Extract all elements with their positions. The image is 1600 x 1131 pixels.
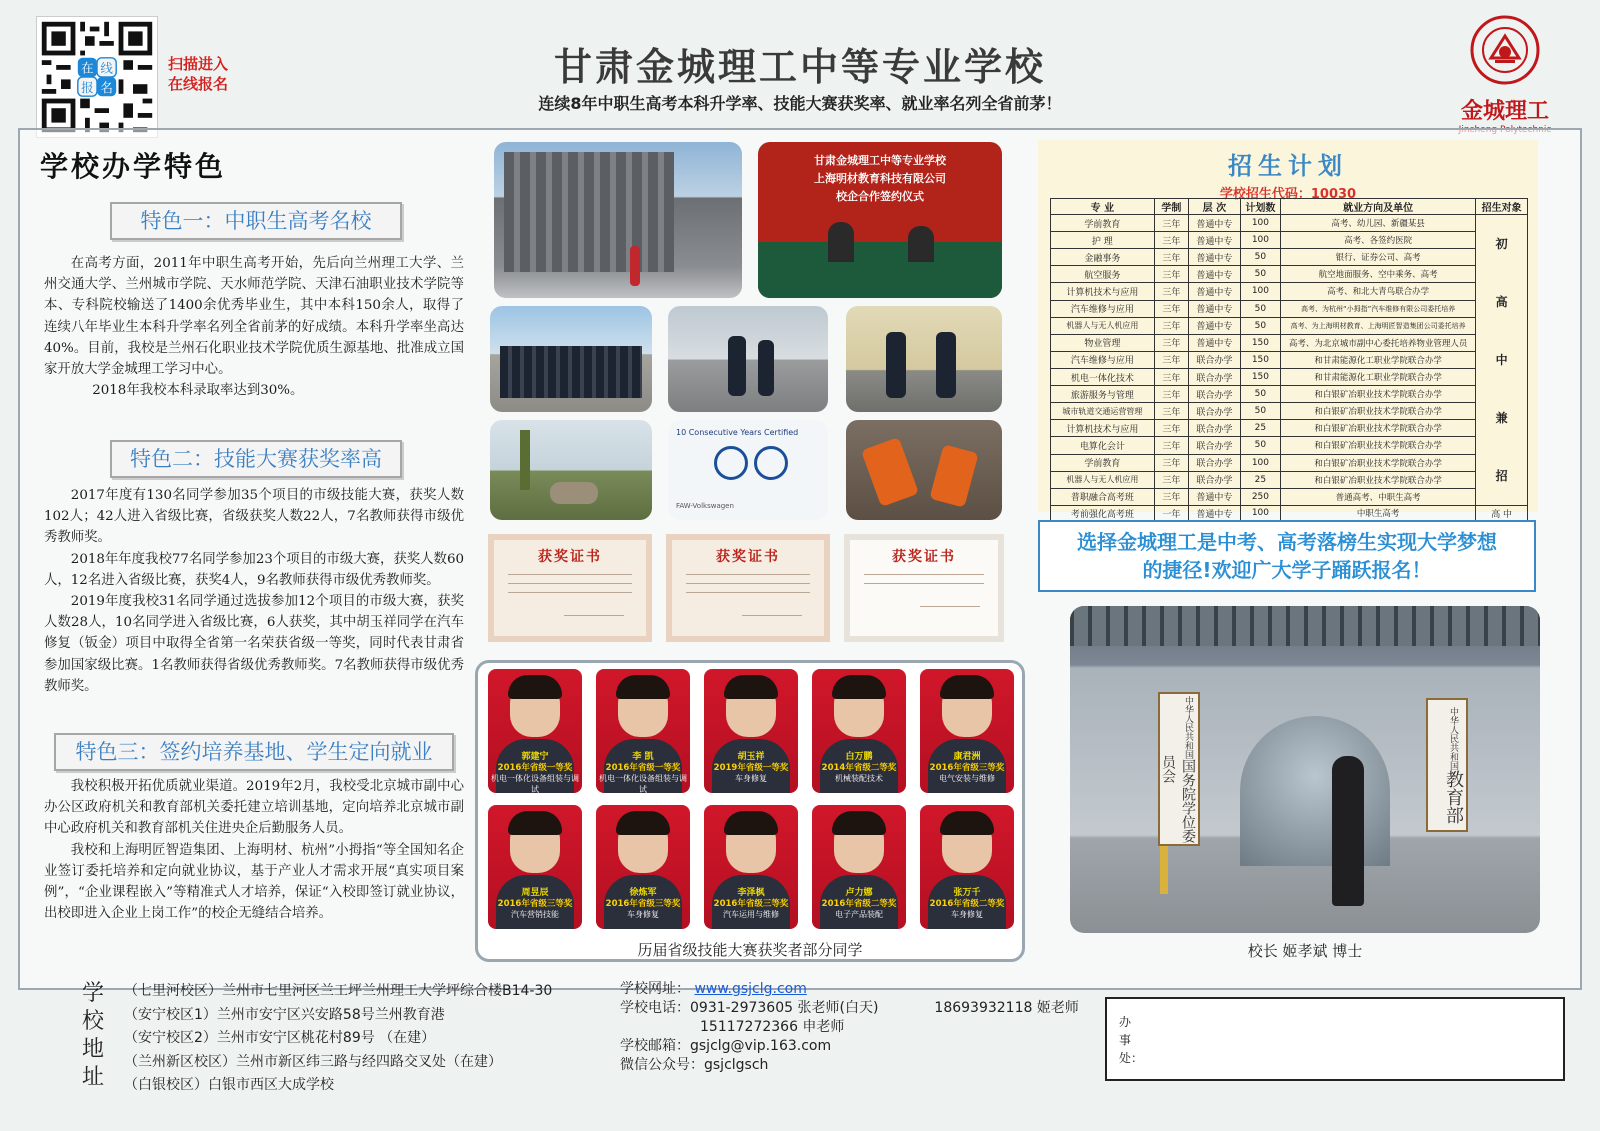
plan-cell: 普通中专 [1189, 317, 1241, 334]
contact-info [620, 980, 1079, 1075]
winner-card [920, 669, 1014, 793]
winner-card [488, 669, 582, 793]
plan-cell: 联合办学 [1189, 471, 1241, 488]
winner-name: 张万千 [953, 888, 981, 898]
plan-target-char: 招 [1495, 469, 1508, 483]
plan-target-char: 初 [1495, 237, 1508, 251]
photo-robot-factory [846, 420, 1002, 520]
plan-cell: 三年 [1154, 351, 1188, 368]
sign-academic-degrees [1158, 692, 1200, 846]
plan-target-char: 高 [1495, 295, 1508, 309]
winner-project: 汽车营销技能 [511, 910, 559, 919]
plan-cell: 联合办学 [1189, 386, 1241, 403]
winner-award: 2019年省级一等奖 [713, 763, 789, 773]
winner-project: 电子产品装配 [835, 910, 883, 919]
patrol-figure [728, 336, 746, 396]
winner-award: 2014年省级二等奖 [821, 763, 897, 773]
plan-cell: 三年 [1154, 300, 1188, 317]
plan-cell: 100 [1240, 215, 1280, 232]
website-link[interactable]: www.gsjclg.com [694, 981, 807, 997]
plan-header-row [1051, 199, 1528, 215]
plan-cell: 物业管理 [1051, 334, 1155, 351]
winner-project: 车身修复 [951, 910, 983, 919]
plan-cell: 50 [1240, 437, 1280, 454]
ceremony-banner [758, 152, 1002, 206]
photo-security-team [490, 306, 652, 412]
sign-line: 国务院学位委员会 [1160, 755, 1196, 843]
plan-cell: 普通中专 [1189, 488, 1241, 505]
campus-stone [550, 482, 598, 504]
certificate-title: 获奖证书 [716, 549, 780, 565]
plan-cell: 150 [1240, 334, 1280, 351]
winner-project: 机电一体化设备组装与调试 [491, 774, 579, 793]
feature-1-paragraph: 在高考方面，2011年中职生高考开始，先后向兰州理工大学、兰州交通大学、兰州城市学院、天水师范学院、天津石油职业技术学院等本、专科院校输送了1400余优秀毕业生，其中本科150余人，取得了连续八年毕业生本科升学率名列全省前茅的好成绩。本科升学率坐高达40%。目前，我校是兰州石化职业技术学院优质生源基地、批准成立国家开放大学金城理工学习中心。 [44, 256, 464, 378]
brand-banner: 10 Consecutive Years Certified [676, 428, 799, 437]
plan-cell: 50 [1240, 300, 1280, 317]
plan-row [1051, 454, 1528, 471]
photo-principal [1070, 606, 1540, 933]
plan-cell: 航空地面服务、空中乘务、高考 [1281, 266, 1476, 283]
winner-card [920, 805, 1014, 929]
sign-line: 中华人民 [1183, 695, 1193, 732]
feature-2-paragraph: 2017年度有130名同学参加35个项目的市级技能大赛，获奖人数102人；42人进入省级比赛，省级获奖人数22人，7名教师获得市级优秀教师奖。 [44, 488, 464, 546]
plan-header: 计划数 [1240, 199, 1280, 215]
scan-line-2: 在线报名 [168, 75, 229, 93]
plan-target-char: 中 [1495, 353, 1508, 367]
enrollment-plan [1038, 140, 1538, 520]
feature-3-heading: 特色三：签约培养基地、学生定向就业 [54, 733, 454, 771]
plan-cell: 三年 [1154, 266, 1188, 283]
plan-row [1051, 437, 1528, 454]
plan-row [1051, 351, 1528, 368]
winner-card [812, 805, 906, 929]
address-list [124, 980, 552, 1098]
school-seal-icon [1469, 14, 1541, 86]
plan-cell: 三年 [1154, 471, 1188, 488]
plan-cell: 100 [1240, 454, 1280, 471]
certificate-line [508, 574, 632, 575]
feature-1-paragraph: 2018年我校本科录取率达到30%。 [92, 383, 304, 399]
plan-cell: 三年 [1154, 403, 1188, 420]
plan-header: 招生对象 [1476, 199, 1528, 215]
plan-cell: 汽车维修与应用 [1051, 300, 1155, 317]
certificate-line [920, 606, 980, 607]
plan-cell: 和白银矿冶职业技术学院联合办学 [1281, 471, 1476, 488]
feature-2-text [44, 485, 464, 697]
certificate-line [864, 574, 984, 575]
plan-cell: 普通中专 [1189, 266, 1241, 283]
photo-patrol [668, 306, 828, 412]
plan-cell: 机器人与无人机应用 [1051, 471, 1155, 488]
winner-project: 车身修复 [627, 910, 659, 919]
address-item: （白银校区）白银市西区大成学校 [124, 1077, 334, 1093]
award-certificate [666, 534, 830, 642]
plan-cell: 旅游服务与管理 [1051, 386, 1155, 403]
feature-2-heading: 特色二：技能大赛获奖率高 [110, 440, 402, 478]
principal-figure [1332, 756, 1364, 906]
plan-header: 就业方向及单位 [1281, 199, 1476, 215]
scan-line-1: 扫描进入 [168, 55, 229, 73]
plan-cell: 高考、各签约医院 [1281, 232, 1476, 249]
feature-3-text [44, 776, 464, 924]
sign-ministry-education [1426, 698, 1468, 832]
faw-logo-icon [714, 446, 748, 480]
plan-cell: 普通中专 [1189, 232, 1241, 249]
certificate-line [508, 592, 632, 593]
plan-cell: 和甘肃能源化工职业学院联合办学 [1281, 351, 1476, 368]
winner-card [596, 805, 690, 929]
plan-code: 学校招生代码：10030 [1219, 187, 1357, 202]
plan-cell: 和白银矿冶职业技术学院联合办学 [1281, 420, 1476, 437]
address-item: （兰州新区校区）兰州市新区纬三路与经四路交叉处（在建） [124, 1053, 502, 1070]
plan-cell: 普通中专 [1189, 334, 1241, 351]
phone-3: 15117272366 申老师 [700, 1019, 845, 1035]
plan-cell: 100 [1240, 232, 1280, 249]
plan-cell: 普通中专 [1189, 506, 1241, 522]
ceremony-line-1: 甘肃金城理工中等专业学校 [814, 154, 946, 167]
address-label-char: 校 [81, 1009, 104, 1034]
plan-cell: 计算机技术与应用 [1051, 420, 1155, 437]
ceremony-table [758, 242, 1002, 298]
plan-cell: 普职融合高考班 [1051, 488, 1155, 505]
sign-line: 中华人民 [1448, 706, 1458, 743]
plan-cell: 高考、为上海明材教育、上海明匠智造集团公司委托培养 [1281, 317, 1476, 334]
address-item: （安宁校区1）兰州市安宁区兴安路58号兰州教育港 [124, 1006, 445, 1023]
plan-cell: 普通中专 [1189, 300, 1241, 317]
winner-award: 2016年省级一等奖 [497, 763, 573, 773]
office-box [1105, 997, 1565, 1081]
office-label-char: 处： [1119, 1051, 1144, 1065]
plan-cell: 和白银矿冶职业技术学院联合办学 [1281, 437, 1476, 454]
winner-project: 机电一体化设备组装与调试 [599, 774, 687, 793]
plan-row [1051, 488, 1528, 505]
plan-body [1051, 215, 1528, 522]
feature-1-heading: 特色一：中职生高考名校 [110, 202, 402, 240]
wechat-id: gsjclgsch [704, 1057, 769, 1073]
winner-card [596, 669, 690, 793]
plan-cell: 中职生高考 [1281, 506, 1476, 522]
plan-cell: 普通中专 [1189, 249, 1241, 266]
winner-hair [508, 675, 562, 699]
email-address: gsjclg@vip.163.com [690, 1038, 832, 1054]
school-subtitle: 连续8年中职生高考本科升学率、技能大赛获奖率、就业率名列全省前茅！ [538, 94, 1062, 113]
plan-cell: 三年 [1154, 454, 1188, 471]
plan-cell: 25 [1240, 420, 1280, 437]
sign-line: 教育部 [1443, 769, 1464, 824]
plan-row [1051, 506, 1528, 522]
winner-card [488, 805, 582, 929]
plan-cell: 三年 [1154, 488, 1188, 505]
winner-hair [508, 811, 562, 835]
award-certificate [844, 534, 1004, 642]
winner-hair [832, 811, 886, 835]
plan-row [1051, 334, 1528, 351]
plan-cell: 计算机技术与应用 [1051, 283, 1155, 300]
plan-cell: 高考、和北大青鸟联合办学 [1281, 283, 1476, 300]
ceremony-line-2: 上海明材教育科技有限公司 [814, 172, 946, 185]
address-label-char: 址 [81, 1065, 104, 1090]
winner-award: 2016年省级一等奖 [605, 763, 681, 773]
winner-name: 胡玉祥 [737, 752, 765, 762]
robot-arm [861, 437, 919, 507]
slogan-line-1: 选择金城理工是中考、高考落榜生实现大学梦想 [1077, 530, 1497, 554]
office-label-char: 办 [1119, 1015, 1132, 1029]
winner-name: 周昱辰 [521, 888, 549, 898]
slogan-box [1038, 520, 1536, 592]
plan-cell: 三年 [1154, 249, 1188, 266]
plan-row [1051, 266, 1528, 283]
winner-award: 2016年省级三等奖 [605, 899, 681, 909]
plan-cell: 50 [1240, 266, 1280, 283]
plan-cell: 和白银矿冶职业技术学院联合办学 [1281, 386, 1476, 403]
plan-cell: 一年 [1154, 506, 1188, 522]
qr-label-4: 名 [100, 79, 113, 95]
winner-award: 2016年省级三等奖 [497, 899, 573, 909]
plan-cell: 250 [1240, 488, 1280, 505]
winner-name: 徐炼军 [629, 888, 657, 898]
plan-cell: 联合办学 [1189, 368, 1241, 385]
plan-cell: 普通中专 [1189, 283, 1241, 300]
logo-name: 金城理工 [1460, 98, 1549, 124]
certificate-title: 获奖证书 [538, 549, 602, 565]
feature-1-text [44, 253, 464, 401]
plan-cell: 金融事务 [1051, 249, 1155, 266]
sign-line: 共和国 [1448, 742, 1458, 770]
plan-cell: 和白银矿冶职业技术学院联合办学 [1281, 454, 1476, 471]
winner-name: 康君洲 [953, 752, 981, 762]
plan-cell: 三年 [1154, 334, 1188, 351]
hostess-figure [630, 246, 640, 286]
plan-cell: 100 [1240, 506, 1280, 522]
palm-tree [520, 430, 530, 490]
winner-card [704, 669, 798, 793]
address-item: （安宁校区2）兰州市安宁区桃花村89号 （在建） [124, 1030, 436, 1046]
plan-cell: 高考、为北京城市副中心委托培养物业管理人员 [1281, 334, 1476, 351]
plan-row [1051, 368, 1528, 385]
address-label-char: 地 [81, 1037, 104, 1062]
plan-cell: 50 [1240, 403, 1280, 420]
wechat-label: 微信公众号： [620, 1057, 704, 1073]
qr-label-3: 报 [81, 79, 94, 95]
winner-hair [616, 811, 670, 835]
plan-target-cell [1476, 215, 1528, 506]
building-facade [504, 152, 674, 272]
plan-row [1051, 317, 1528, 334]
feature-3-paragraph: 我校积极开拓优质就业渠道。2019年2月，我校受北京城市副中心办公区政府机关和教育部机关委托建立培训基地，定向培养北京城市副中心政府机关和教育部机关住进央企后勤服务人员。 [44, 779, 464, 837]
plan-cell: 机电一体化技术 [1051, 368, 1155, 385]
plan-cell: 电算化会计 [1051, 437, 1155, 454]
winner-award: 2016年省级三等奖 [929, 763, 1005, 773]
photo-brand-certification [668, 420, 828, 520]
section-title: 学校办学特色 [40, 150, 227, 183]
plan-cell: 联合办学 [1189, 437, 1241, 454]
plan-target-char: 兼 [1495, 411, 1508, 425]
plan-cell: 和白银矿冶职业技术学院联合办学 [1281, 403, 1476, 420]
plan-cell: 联合办学 [1189, 420, 1241, 437]
winner-name: 李 凯 [632, 752, 654, 762]
plan-row [1051, 215, 1528, 232]
patrol-figure [758, 340, 774, 396]
photo-campus-building [494, 142, 742, 298]
winner-hair [616, 675, 670, 699]
winner-hair [940, 811, 994, 835]
certificate-line [686, 574, 810, 575]
certificate-line [864, 583, 984, 584]
photo-security-training [846, 306, 1002, 412]
plan-cell: 考前强化高考班 [1051, 506, 1155, 522]
plan-cell: 三年 [1154, 437, 1188, 454]
robot-arm [929, 444, 978, 507]
plan-cell: 普通高考、中职生高考 [1281, 488, 1476, 505]
certificate-line [508, 583, 632, 584]
plan-cell: 50 [1240, 386, 1280, 403]
winner-name: 李泽枫 [737, 888, 765, 898]
brand-sub: FAW-Volkswagen [676, 502, 734, 510]
certificate-line [686, 583, 810, 584]
address-label-char: 学 [81, 981, 104, 1006]
plan-table [1050, 198, 1528, 522]
signer-figure [908, 226, 934, 262]
winners-caption: 历届省级技能大赛获奖者部分同学 [637, 941, 863, 959]
plan-cell: 高考、为杭州“小拇指”汽车维修有限公司委托培养 [1281, 300, 1476, 317]
plan-cell: 25 [1240, 471, 1280, 488]
school-logo [1440, 14, 1570, 132]
plan-header: 层 次 [1189, 199, 1241, 215]
plan-target-cell: 高 中 [1476, 506, 1528, 522]
plan-cell: 航空服务 [1051, 266, 1155, 283]
plan-cell: 汽车维修与应用 [1051, 351, 1155, 368]
plan-header: 学制 [1154, 199, 1188, 215]
certificate-title: 获奖证书 [892, 549, 956, 565]
plan-row [1051, 420, 1528, 437]
certificate-line [742, 615, 802, 616]
plan-cell: 100 [1240, 283, 1280, 300]
phone-label: 学校电话： [620, 1000, 690, 1016]
qr-label-2: 线 [100, 60, 113, 76]
plan-row [1051, 232, 1528, 249]
website-label: 学校网址： [620, 981, 690, 997]
winner-card [704, 805, 798, 929]
plan-cell: 联合办学 [1189, 454, 1241, 471]
phone-1: 0931-2973605 张老师(白天) [690, 1000, 879, 1016]
plan-cell: 银行、证券公司、高考 [1281, 249, 1476, 266]
plan-cell: 高考、幼儿园、新疆某县 [1281, 215, 1476, 232]
winner-project: 机械装配技术 [835, 774, 883, 783]
photo-campus-stone [490, 420, 652, 520]
plan-row [1051, 300, 1528, 317]
plan-cell: 学前教育 [1051, 454, 1155, 471]
plan-row [1051, 283, 1528, 300]
plan-cell: 城市轨道交通运营管理 [1051, 403, 1155, 420]
plan-cell: 普通中专 [1189, 215, 1241, 232]
plan-cell: 联合办学 [1189, 403, 1241, 420]
revolving-door [1240, 716, 1390, 866]
certificate-line [686, 592, 810, 593]
winner-project: 汽车运用与维修 [723, 910, 779, 919]
winner-name: 郭建宁 [521, 752, 549, 762]
winner-project: 车身修复 [735, 774, 767, 783]
feature-2-paragraph: 2019年度我校31名同学通过选拔参加12个项目的市级大赛，获奖人数28人，10名同学进入省级比赛，6人获奖，其中胡玉祥同学在汽车修复（钣金）项目中取得全省第一名荣获省级一等奖，同时代表甘肃省参加国家级比赛。1名教师获得省级优秀教师奖。7名教师获得市级优秀教师奖。 [44, 594, 464, 694]
plan-row [1051, 403, 1528, 420]
principal-caption: 校长 姬孝斌 博士 [1247, 942, 1363, 960]
winners-panel [475, 660, 1025, 962]
plan-title: 招生计划 [1228, 152, 1348, 180]
certificate-line [564, 615, 624, 616]
qr-label-1: 在 [81, 60, 94, 76]
feature-3-paragraph: 我校和上海明匠智造集团、上海明材、杭州”小拇指“等全国知名企业签订委托培养和定向就业协议，基于产业人才需求开展“真实项目案例”，“企业课程嵌入”等精准式人才培养，保证“入校即签订就业协议，出校即进入企业上岗工作”的校企无缝结合培养。 [44, 842, 464, 922]
plan-cell: 联合办学 [1189, 351, 1241, 368]
plan-header: 专 业 [1051, 199, 1155, 215]
sign-line: 共和国 [1183, 731, 1193, 759]
winner-card [812, 669, 906, 793]
team-figures [500, 346, 642, 398]
plan-cell: 三年 [1154, 283, 1188, 300]
winner-hair [724, 811, 778, 835]
signer-figure [828, 222, 854, 262]
winner-award: 2016年省级三等奖 [713, 899, 789, 909]
canopy [1070, 606, 1540, 646]
office-label-char: 事 [1119, 1033, 1132, 1047]
school-title: 甘肃金城理工中等专业学校 [553, 44, 1046, 89]
ceremony-line-3: 校企合作签约仪式 [836, 190, 924, 203]
plan-cell: 150 [1240, 368, 1280, 385]
trainee-figure [886, 332, 906, 398]
winner-hair [940, 675, 994, 699]
address-label [78, 980, 108, 1092]
winner-hair [832, 675, 886, 699]
plan-cell: 150 [1240, 351, 1280, 368]
address-item: （七里河校区）兰州市七里河区兰工坪兰州理工大学坪综合楼B14-30 [124, 983, 553, 999]
winner-award: 2016年省级二等奖 [929, 899, 1005, 909]
slogan-line-2: 的捷径!欢迎广大学子踊跃报名！ [1142, 558, 1432, 582]
bollard [1160, 846, 1168, 894]
plan-cell: 50 [1240, 249, 1280, 266]
plan-row [1051, 249, 1528, 266]
winner-award: 2016年省级二等奖 [821, 899, 897, 909]
winner-project: 电气安装与维修 [939, 774, 995, 783]
winner-name: 白万鹏 [845, 752, 873, 762]
office-label [1119, 1013, 1144, 1067]
winner-hair [724, 675, 778, 699]
plan-cell: 学前教育 [1051, 215, 1155, 232]
feature-2-paragraph: 2018年年度我校77名同学参加23个项目的市级大赛，获奖人数60人，12名进入省级比赛，获奖4人，9名教师获得市级优秀教师奖。 [44, 551, 464, 588]
plan-cell: 三年 [1154, 232, 1188, 249]
trainee-figure [936, 332, 956, 398]
award-certificate [488, 534, 652, 642]
plan-row [1051, 386, 1528, 403]
plan-row [1051, 471, 1528, 488]
plan-cell: 三年 [1154, 420, 1188, 437]
plan-cell: 三年 [1154, 386, 1188, 403]
vw-logo-icon [754, 446, 788, 480]
photo-signing-ceremony [758, 142, 1002, 298]
winner-name: 卢力娜 [845, 888, 873, 898]
plan-cell: 和甘肃能源化工职业学院联合办学 [1281, 368, 1476, 385]
plan-cell: 护 理 [1051, 232, 1155, 249]
plan-cell: 50 [1240, 317, 1280, 334]
phone-2: 18693932118 姬老师 [934, 1000, 1079, 1016]
plan-cell: 三年 [1154, 215, 1188, 232]
email-label: 学校邮箱： [620, 1038, 690, 1054]
plan-cell: 三年 [1154, 368, 1188, 385]
plan-cell: 三年 [1154, 317, 1188, 334]
plan-cell: 机器人与无人机应用 [1051, 317, 1155, 334]
